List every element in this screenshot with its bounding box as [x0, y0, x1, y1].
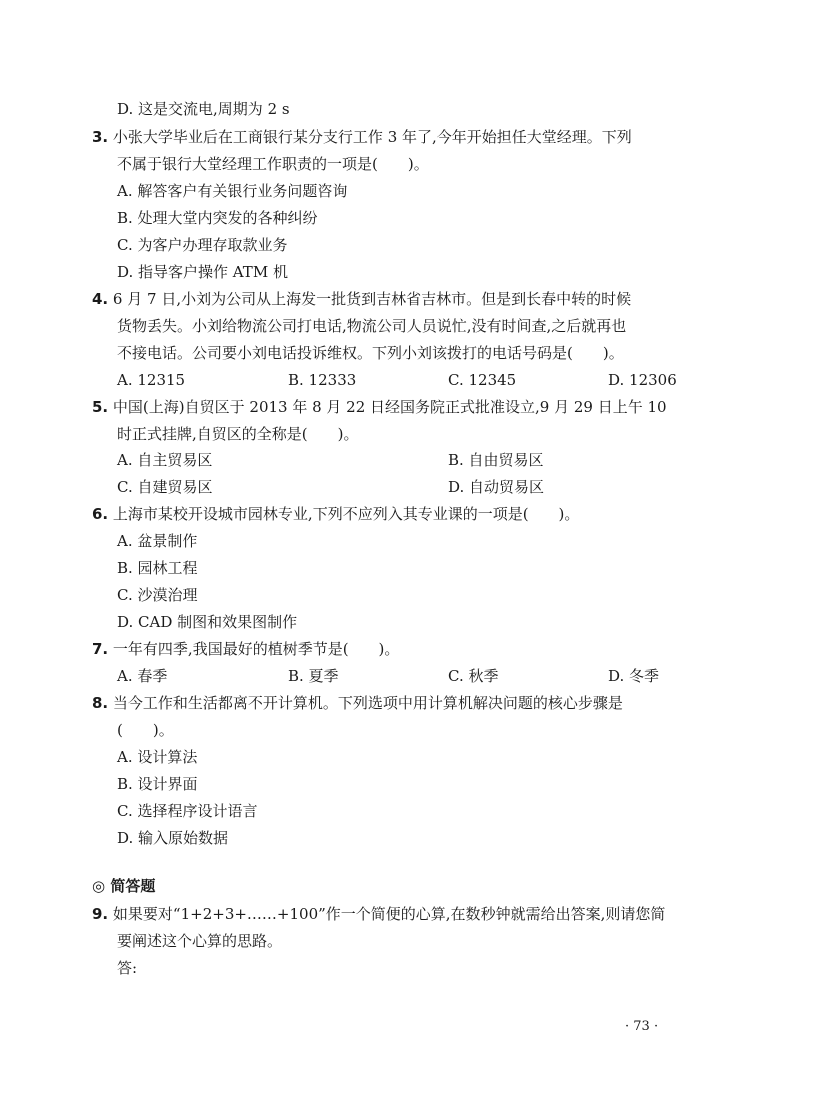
question-5-stem-cont: 时正式挂牌,自贸区的全称是( )。 [117, 425, 359, 443]
q8-option-c: C. 选择程序设计语言 [117, 802, 258, 820]
q8-option-b: B. 设计界面 [117, 775, 198, 793]
question-9: 9. 如果要对“1+2+3+……+100”作一个简便的心算,在数秒钟就需给出答案,则请您简 [92, 905, 666, 923]
question-4-stem-cont: 不接电话。公司要小刘电话投诉维权。下列小刘该拨打的电话号码是( )。 [117, 344, 624, 362]
q7-option-d: D. 冬季 [608, 667, 660, 685]
section-title: 简答题 [110, 877, 156, 895]
question-number: 9. [92, 905, 109, 923]
q6-option-c: C. 沙漠治理 [117, 586, 198, 604]
question-8: 8. 当今工作和生活都离不开计算机。下列选项中用计算机解决问题的核心步骤是 [92, 694, 623, 712]
question-5: 5. 中国(上海)自贸区于 2013 年 8 月 22 日经国务院正式批准设立,9 月 29 日上午 10 [92, 398, 667, 416]
question-3: 3. 小张大学毕业后在工商银行某分支行工作 3 年了,今年开始担任大堂经理。下列 [92, 128, 632, 146]
q7-option-c: C. 秋季 [448, 667, 499, 685]
q2-option-d: D. 这是交流电,周期为 2 s [117, 100, 290, 118]
question-9-stem-cont: 要阐述这个心算的思路。 [117, 932, 283, 950]
question-number: 3. [92, 128, 109, 146]
q4-option-b: B. 12333 [288, 371, 357, 389]
q8-option-a: A. 设计算法 [117, 748, 198, 766]
q3-option-a: A. 解答客户有关银行业务问题咨询 [117, 182, 348, 200]
q8-option-d: D. 输入原始数据 [117, 829, 229, 847]
q5-option-b: B. 自由贸易区 [448, 451, 544, 469]
question-number: 6. [92, 505, 109, 523]
question-3-stem-cont: 不属于银行大堂经理工作职责的一项是( )。 [117, 155, 429, 173]
q6-option-b: B. 园林工程 [117, 559, 198, 577]
question-number: 7. [92, 640, 109, 658]
double-circle-icon: ◎ [92, 877, 106, 895]
q6-option-a: A. 盆景制作 [117, 532, 198, 550]
q3-option-c: C. 为客户办理存取款业务 [117, 236, 288, 254]
answer-label: 答: [117, 959, 138, 977]
question-4: 4. 6 月 7 日,小刘为公司从上海发一批货到吉林省吉林市。但是到长春中转的时候 [92, 290, 632, 308]
question-7: 7. 一年有四季,我国最好的植树季节是( )。 [92, 640, 400, 658]
q4-option-d: D. 12306 [608, 371, 677, 389]
question-number: 4. [92, 290, 109, 308]
q6-option-d: D. CAD 制图和效果图制作 [117, 613, 298, 631]
q7-option-a: A. 春季 [117, 667, 168, 685]
question-8-stem-cont: ( )。 [117, 721, 174, 739]
q5-option-c: C. 自建贸易区 [117, 478, 213, 496]
q5-option-a: A. 自主贸易区 [117, 451, 213, 469]
q4-option-c: C. 12345 [448, 371, 517, 389]
q4-option-a: A. 12315 [117, 371, 186, 389]
q3-option-b: B. 处理大堂内突发的各种纠纷 [117, 209, 318, 227]
question-6: 6. 上海市某校开设城市园林专业,下列不应列入其专业课的一项是( )。 [92, 505, 580, 523]
q3-option-d: D. 指导客户操作 ATM 机 [117, 263, 288, 281]
question-number: 8. [92, 694, 109, 712]
section-heading [92, 876, 155, 896]
page-number: · 73 · [625, 1019, 659, 1034]
q5-option-d: D. 自动贸易区 [448, 478, 545, 496]
q7-option-b: B. 夏季 [288, 667, 339, 685]
question-number: 5. [92, 398, 109, 416]
question-4-stem-cont: 货物丢失。小刘给物流公司打电话,物流公司人员说忙,没有时间查,之后就再也 [117, 317, 627, 335]
